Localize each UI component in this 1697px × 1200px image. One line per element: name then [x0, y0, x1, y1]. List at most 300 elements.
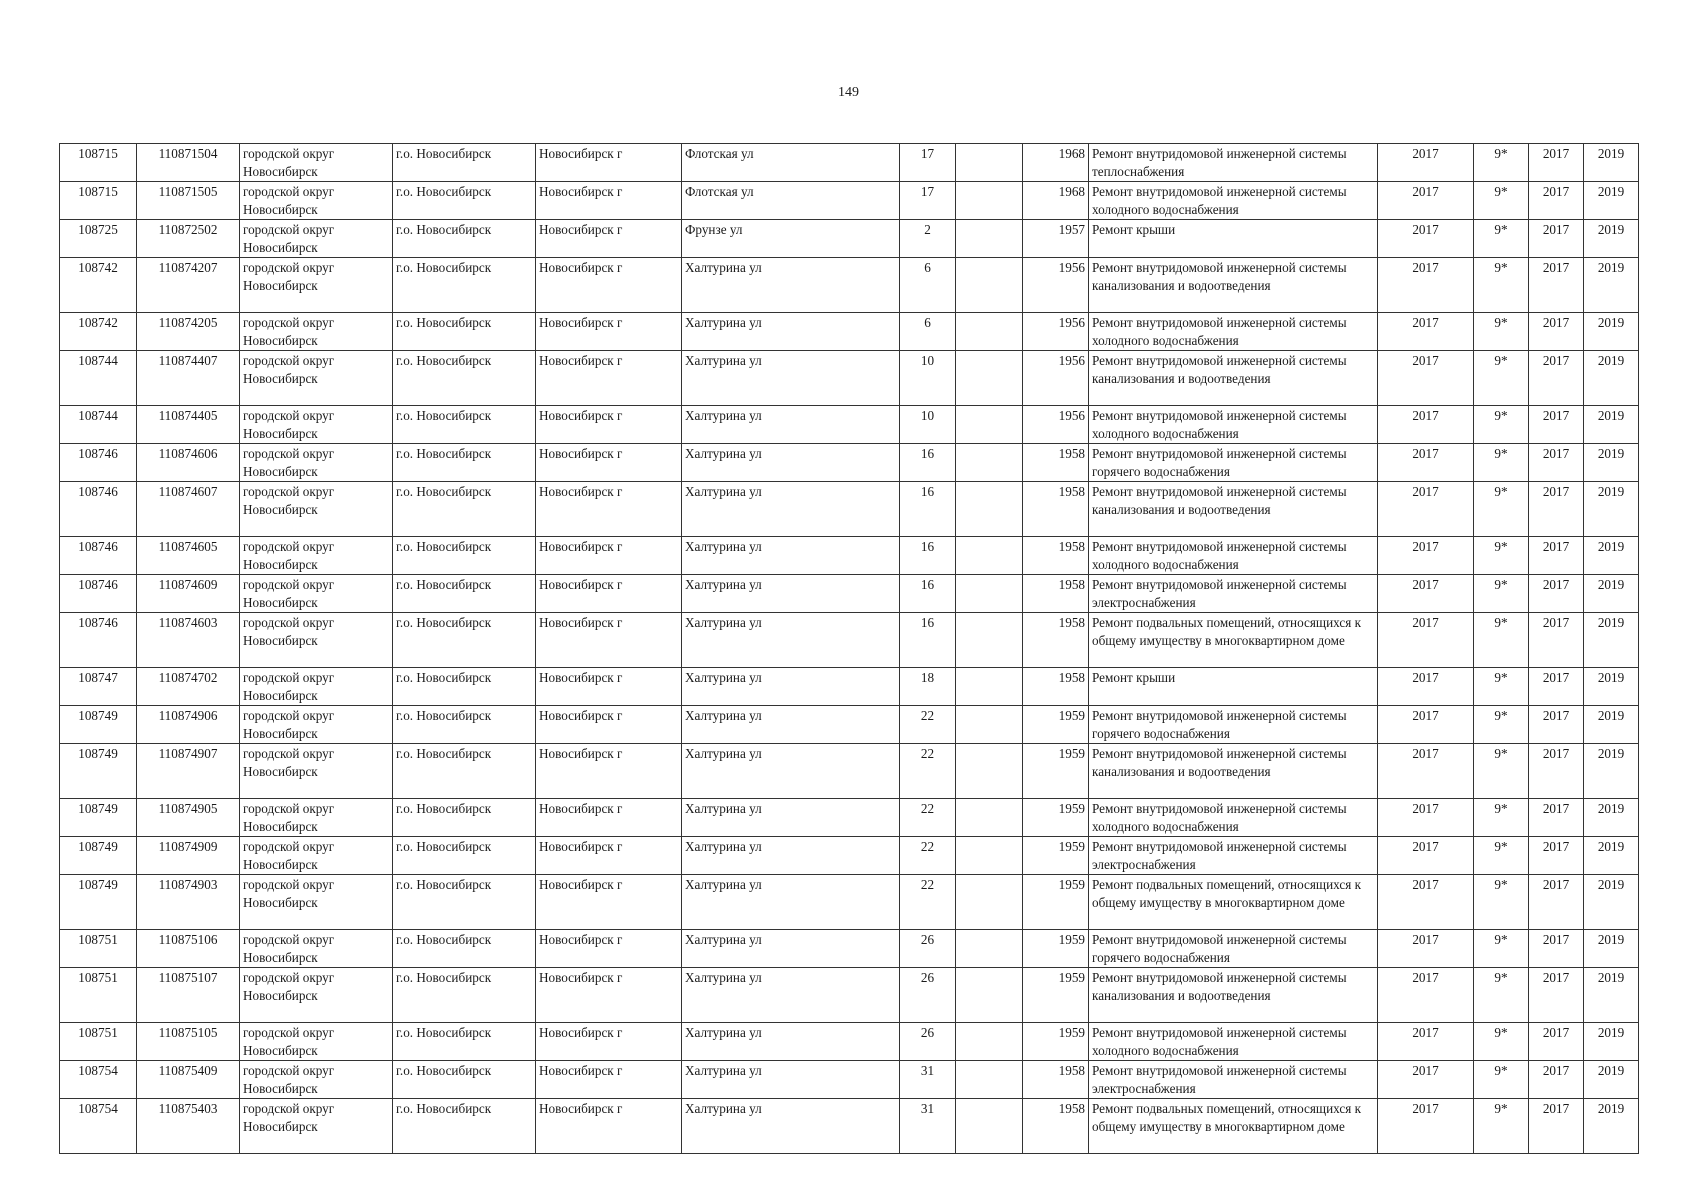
cell-floors: 9*	[1474, 537, 1529, 575]
cell-building	[956, 668, 1023, 706]
cell-floors: 9*	[1474, 744, 1529, 799]
cell-district: городской округ Новосибирск	[240, 1023, 393, 1061]
cell-year-built: 1958	[1023, 1061, 1089, 1099]
cell-district: городской округ Новосибирск	[240, 444, 393, 482]
cell-building	[956, 930, 1023, 968]
cell-id: 108746	[60, 575, 137, 613]
cell-end-year: 2019	[1584, 1061, 1639, 1099]
table-row	[60, 706, 1639, 744]
cell-code: 110874603	[137, 613, 240, 668]
cell-year-built: 1959	[1023, 706, 1089, 744]
cell-work-type: Ремонт внутридомовой инженерной системы холодного водоснабжения	[1089, 406, 1378, 444]
cell-plan-year: 2017	[1378, 668, 1474, 706]
cell-id: 108715	[60, 182, 137, 220]
cell-district: городской округ Новосибирск	[240, 144, 393, 182]
cell-plan-year: 2017	[1378, 537, 1474, 575]
cell-street: Халтурина ул	[682, 1099, 900, 1154]
cell-building	[956, 837, 1023, 875]
cell-house: 16	[900, 444, 956, 482]
cell-end-year: 2019	[1584, 220, 1639, 258]
cell-start-year: 2017	[1529, 1099, 1584, 1154]
cell-plan-year: 2017	[1378, 482, 1474, 537]
cell-city: Новосибирск г	[536, 313, 682, 351]
table-row	[60, 930, 1639, 968]
cell-floors: 9*	[1474, 613, 1529, 668]
cell-house: 16	[900, 537, 956, 575]
cell-code: 110871505	[137, 182, 240, 220]
cell-work-type: Ремонт внутридомовой инженерной системы холодного водоснабжения	[1089, 1023, 1378, 1061]
cell-street: Халтурина ул	[682, 258, 900, 313]
table-row	[60, 220, 1639, 258]
cell-start-year: 2017	[1529, 351, 1584, 406]
cell-street: Халтурина ул	[682, 837, 900, 875]
cell-year-built: 1959	[1023, 930, 1089, 968]
cell-city: Новосибирск г	[536, 706, 682, 744]
cell-city: Новосибирск г	[536, 220, 682, 258]
table-row	[60, 1099, 1639, 1154]
cell-street: Фрунзе ул	[682, 220, 900, 258]
cell-house: 17	[900, 182, 956, 220]
cell-start-year: 2017	[1529, 258, 1584, 313]
cell-code: 110875107	[137, 968, 240, 1023]
cell-floors: 9*	[1474, 482, 1529, 537]
cell-floors: 9*	[1474, 144, 1529, 182]
cell-street: Халтурина ул	[682, 1023, 900, 1061]
cell-city: Новосибирск г	[536, 875, 682, 930]
cell-floors: 9*	[1474, 313, 1529, 351]
cell-street: Халтурина ул	[682, 613, 900, 668]
page-number: 149	[838, 85, 859, 100]
cell-street: Халтурина ул	[682, 1061, 900, 1099]
cell-start-year: 2017	[1529, 144, 1584, 182]
cell-house: 6	[900, 258, 956, 313]
cell-district: городской округ Новосибирск	[240, 220, 393, 258]
cell-work-type: Ремонт крыши	[1089, 220, 1378, 258]
cell-city: Новосибирск г	[536, 182, 682, 220]
cell-house: 31	[900, 1061, 956, 1099]
cell-end-year: 2019	[1584, 258, 1639, 313]
cell-city: Новосибирск г	[536, 799, 682, 837]
cell-district: городской округ Новосибирск	[240, 258, 393, 313]
cell-start-year: 2017	[1529, 1023, 1584, 1061]
cell-year-built: 1959	[1023, 1023, 1089, 1061]
table-row	[60, 444, 1639, 482]
cell-year-built: 1958	[1023, 668, 1089, 706]
table-row	[60, 968, 1639, 1023]
cell-id: 108749	[60, 706, 137, 744]
cell-street: Халтурина ул	[682, 875, 900, 930]
cell-building	[956, 406, 1023, 444]
cell-code: 110874207	[137, 258, 240, 313]
cell-building	[956, 706, 1023, 744]
cell-code: 110875106	[137, 930, 240, 968]
cell-work-type: Ремонт внутридомовой инженерной системы холодного водоснабжения	[1089, 313, 1378, 351]
cell-floors: 9*	[1474, 1061, 1529, 1099]
cell-work-type: Ремонт внутридомовой инженерной системы электроснабжения	[1089, 837, 1378, 875]
cell-start-year: 2017	[1529, 744, 1584, 799]
cell-house: 22	[900, 837, 956, 875]
cell-street: Халтурина ул	[682, 968, 900, 1023]
cell-end-year: 2019	[1584, 706, 1639, 744]
cell-end-year: 2019	[1584, 482, 1639, 537]
cell-floors: 9*	[1474, 220, 1529, 258]
cell-plan-year: 2017	[1378, 1099, 1474, 1154]
cell-street: Флотская ул	[682, 182, 900, 220]
cell-district: городской округ Новосибирск	[240, 799, 393, 837]
cell-city: Новосибирск г	[536, 351, 682, 406]
cell-floors: 9*	[1474, 668, 1529, 706]
cell-start-year: 2017	[1529, 1061, 1584, 1099]
cell-year-built: 1956	[1023, 313, 1089, 351]
cell-building	[956, 575, 1023, 613]
cell-municipality: г.о. Новосибирск	[393, 613, 536, 668]
cell-id: 108751	[60, 930, 137, 968]
cell-municipality: г.о. Новосибирск	[393, 406, 536, 444]
cell-floors: 9*	[1474, 837, 1529, 875]
cell-building	[956, 144, 1023, 182]
cell-start-year: 2017	[1529, 837, 1584, 875]
cell-municipality: г.о. Новосибирск	[393, 482, 536, 537]
cell-municipality: г.о. Новосибирск	[393, 575, 536, 613]
cell-year-built: 1959	[1023, 968, 1089, 1023]
cell-work-type: Ремонт внутридомовой инженерной системы теплоснабжения	[1089, 144, 1378, 182]
table-row	[60, 799, 1639, 837]
cell-id: 108746	[60, 444, 137, 482]
cell-city: Новосибирск г	[536, 744, 682, 799]
cell-code: 110874605	[137, 537, 240, 575]
cell-city: Новосибирск г	[536, 258, 682, 313]
cell-district: городской округ Новосибирск	[240, 182, 393, 220]
cell-code: 110874405	[137, 406, 240, 444]
cell-start-year: 2017	[1529, 930, 1584, 968]
table-row	[60, 406, 1639, 444]
cell-work-type: Ремонт внутридомовой инженерной системы холодного водоснабжения	[1089, 182, 1378, 220]
cell-id: 108744	[60, 406, 137, 444]
cell-city: Новосибирск г	[536, 144, 682, 182]
cell-house: 26	[900, 930, 956, 968]
cell-floors: 9*	[1474, 182, 1529, 220]
cell-district: городской округ Новосибирск	[240, 837, 393, 875]
cell-year-built: 1956	[1023, 258, 1089, 313]
cell-start-year: 2017	[1529, 182, 1584, 220]
cell-year-built: 1958	[1023, 482, 1089, 537]
cell-year-built: 1959	[1023, 837, 1089, 875]
table-row	[60, 182, 1639, 220]
cell-start-year: 2017	[1529, 482, 1584, 537]
cell-id: 108715	[60, 144, 137, 182]
table-row	[60, 575, 1639, 613]
cell-plan-year: 2017	[1378, 220, 1474, 258]
cell-work-type: Ремонт внутридомовой инженерной системы канализования и водоотведения	[1089, 968, 1378, 1023]
cell-municipality: г.о. Новосибирск	[393, 313, 536, 351]
cell-district: городской округ Новосибирск	[240, 1061, 393, 1099]
cell-year-built: 1958	[1023, 1099, 1089, 1154]
cell-end-year: 2019	[1584, 930, 1639, 968]
cell-municipality: г.о. Новосибирск	[393, 799, 536, 837]
cell-start-year: 2017	[1529, 875, 1584, 930]
cell-municipality: г.о. Новосибирск	[393, 930, 536, 968]
cell-id: 108754	[60, 1099, 137, 1154]
cell-code: 110874407	[137, 351, 240, 406]
cell-street: Халтурина ул	[682, 930, 900, 968]
cell-house: 16	[900, 575, 956, 613]
cell-plan-year: 2017	[1378, 258, 1474, 313]
cell-municipality: г.о. Новосибирск	[393, 144, 536, 182]
cell-street: Халтурина ул	[682, 799, 900, 837]
table-row	[60, 258, 1639, 313]
cell-work-type: Ремонт внутридомовой инженерной системы электроснабжения	[1089, 1061, 1378, 1099]
cell-plan-year: 2017	[1378, 444, 1474, 482]
cell-house: 18	[900, 668, 956, 706]
cell-plan-year: 2017	[1378, 182, 1474, 220]
cell-city: Новосибирск г	[536, 930, 682, 968]
cell-start-year: 2017	[1529, 406, 1584, 444]
cell-plan-year: 2017	[1378, 930, 1474, 968]
cell-municipality: г.о. Новосибирск	[393, 837, 536, 875]
cell-code: 110872502	[137, 220, 240, 258]
cell-plan-year: 2017	[1378, 706, 1474, 744]
cell-code: 110875409	[137, 1061, 240, 1099]
cell-district: городской округ Новосибирск	[240, 575, 393, 613]
cell-municipality: г.о. Новосибирск	[393, 968, 536, 1023]
cell-city: Новосибирск г	[536, 1061, 682, 1099]
cell-code: 110874909	[137, 837, 240, 875]
cell-year-built: 1958	[1023, 537, 1089, 575]
cell-floors: 9*	[1474, 930, 1529, 968]
cell-city: Новосибирск г	[536, 575, 682, 613]
cell-year-built: 1956	[1023, 406, 1089, 444]
cell-id: 108725	[60, 220, 137, 258]
cell-end-year: 2019	[1584, 351, 1639, 406]
cell-city: Новосибирск г	[536, 537, 682, 575]
cell-plan-year: 2017	[1378, 799, 1474, 837]
cell-work-type: Ремонт подвальных помещений, относящихся к общему имуществу в многоквартирном доме	[1089, 875, 1378, 930]
table-row	[60, 668, 1639, 706]
cell-city: Новосибирск г	[536, 613, 682, 668]
cell-building	[956, 1061, 1023, 1099]
cell-district: городской округ Новосибирск	[240, 1099, 393, 1154]
cell-building	[956, 258, 1023, 313]
cell-work-type: Ремонт подвальных помещений, относящихся к общему имуществу в многоквартирном доме	[1089, 1099, 1378, 1154]
cell-year-built: 1968	[1023, 144, 1089, 182]
cell-code: 110874205	[137, 313, 240, 351]
cell-year-built: 1957	[1023, 220, 1089, 258]
cell-street: Халтурина ул	[682, 482, 900, 537]
cell-work-type: Ремонт внутридомовой инженерной системы канализования и водоотведения	[1089, 258, 1378, 313]
cell-house: 10	[900, 351, 956, 406]
cell-city: Новосибирск г	[536, 1099, 682, 1154]
cell-floors: 9*	[1474, 575, 1529, 613]
cell-work-type: Ремонт внутридомовой инженерной системы канализования и водоотведения	[1089, 482, 1378, 537]
cell-work-type: Ремонт внутридомовой инженерной системы канализования и водоотведения	[1089, 744, 1378, 799]
cell-floors: 9*	[1474, 1023, 1529, 1061]
cell-plan-year: 2017	[1378, 875, 1474, 930]
cell-work-type: Ремонт внутридомовой инженерной системы горячего водоснабжения	[1089, 930, 1378, 968]
cell-work-type: Ремонт внутридомовой инженерной системы электроснабжения	[1089, 575, 1378, 613]
cell-id: 108749	[60, 837, 137, 875]
table-row	[60, 613, 1639, 668]
cell-building	[956, 744, 1023, 799]
cell-year-built: 1958	[1023, 444, 1089, 482]
cell-start-year: 2017	[1529, 313, 1584, 351]
cell-house: 31	[900, 1099, 956, 1154]
cell-street: Халтурина ул	[682, 744, 900, 799]
cell-end-year: 2019	[1584, 575, 1639, 613]
cell-year-built: 1959	[1023, 875, 1089, 930]
cell-municipality: г.о. Новосибирск	[393, 706, 536, 744]
cell-building	[956, 537, 1023, 575]
cell-city: Новосибирск г	[536, 968, 682, 1023]
cell-district: городской округ Новосибирск	[240, 668, 393, 706]
cell-street: Халтурина ул	[682, 351, 900, 406]
table-row	[60, 1023, 1639, 1061]
cell-municipality: г.о. Новосибирск	[393, 744, 536, 799]
cell-street: Халтурина ул	[682, 406, 900, 444]
cell-plan-year: 2017	[1378, 968, 1474, 1023]
cell-work-type: Ремонт внутридомовой инженерной системы холодного водоснабжения	[1089, 537, 1378, 575]
registry-table-body	[60, 144, 1639, 1154]
cell-start-year: 2017	[1529, 537, 1584, 575]
cell-start-year: 2017	[1529, 220, 1584, 258]
cell-building	[956, 1099, 1023, 1154]
cell-code: 110875105	[137, 1023, 240, 1061]
cell-id: 108747	[60, 668, 137, 706]
cell-plan-year: 2017	[1378, 406, 1474, 444]
cell-city: Новосибирск г	[536, 1023, 682, 1061]
cell-street: Халтурина ул	[682, 575, 900, 613]
table-row	[60, 351, 1639, 406]
cell-floors: 9*	[1474, 1099, 1529, 1154]
cell-district: городской округ Новосибирск	[240, 706, 393, 744]
cell-street: Халтурина ул	[682, 537, 900, 575]
cell-start-year: 2017	[1529, 706, 1584, 744]
cell-end-year: 2019	[1584, 1099, 1639, 1154]
cell-id: 108749	[60, 875, 137, 930]
cell-building	[956, 182, 1023, 220]
cell-floors: 9*	[1474, 444, 1529, 482]
cell-floors: 9*	[1474, 706, 1529, 744]
cell-end-year: 2019	[1584, 668, 1639, 706]
cell-start-year: 2017	[1529, 968, 1584, 1023]
cell-work-type: Ремонт крыши	[1089, 668, 1378, 706]
cell-code: 110874606	[137, 444, 240, 482]
cell-end-year: 2019	[1584, 744, 1639, 799]
cell-street: Халтурина ул	[682, 444, 900, 482]
cell-code: 110874907	[137, 744, 240, 799]
cell-code: 110874609	[137, 575, 240, 613]
cell-end-year: 2019	[1584, 144, 1639, 182]
cell-house: 10	[900, 406, 956, 444]
cell-municipality: г.о. Новосибирск	[393, 1099, 536, 1154]
cell-building	[956, 220, 1023, 258]
cell-city: Новосибирск г	[536, 668, 682, 706]
cell-end-year: 2019	[1584, 968, 1639, 1023]
cell-end-year: 2019	[1584, 875, 1639, 930]
registry-table	[59, 143, 1639, 1154]
cell-start-year: 2017	[1529, 444, 1584, 482]
cell-code: 110874607	[137, 482, 240, 537]
cell-id: 108746	[60, 613, 137, 668]
cell-year-built: 1958	[1023, 575, 1089, 613]
cell-district: городской округ Новосибирск	[240, 744, 393, 799]
cell-year-built: 1968	[1023, 182, 1089, 220]
cell-building	[956, 968, 1023, 1023]
cell-end-year: 2019	[1584, 1023, 1639, 1061]
cell-floors: 9*	[1474, 406, 1529, 444]
cell-id: 108749	[60, 799, 137, 837]
cell-id: 108746	[60, 482, 137, 537]
table-row	[60, 537, 1639, 575]
cell-end-year: 2019	[1584, 799, 1639, 837]
cell-id: 108751	[60, 1023, 137, 1061]
cell-plan-year: 2017	[1378, 1061, 1474, 1099]
table-row	[60, 837, 1639, 875]
cell-municipality: г.о. Новосибирск	[393, 875, 536, 930]
cell-district: городской округ Новосибирск	[240, 351, 393, 406]
cell-end-year: 2019	[1584, 537, 1639, 575]
cell-plan-year: 2017	[1378, 613, 1474, 668]
cell-start-year: 2017	[1529, 799, 1584, 837]
cell-municipality: г.о. Новосибирск	[393, 537, 536, 575]
cell-floors: 9*	[1474, 799, 1529, 837]
cell-code: 110875403	[137, 1099, 240, 1154]
cell-code: 110874702	[137, 668, 240, 706]
cell-end-year: 2019	[1584, 444, 1639, 482]
table-row	[60, 482, 1639, 537]
cell-id: 108742	[60, 313, 137, 351]
cell-floors: 9*	[1474, 258, 1529, 313]
cell-house: 17	[900, 144, 956, 182]
cell-year-built: 1959	[1023, 744, 1089, 799]
cell-floors: 9*	[1474, 968, 1529, 1023]
cell-end-year: 2019	[1584, 313, 1639, 351]
cell-year-built: 1956	[1023, 351, 1089, 406]
cell-municipality: г.о. Новосибирск	[393, 1023, 536, 1061]
cell-district: городской округ Новосибирск	[240, 875, 393, 930]
cell-house: 22	[900, 706, 956, 744]
cell-building	[956, 351, 1023, 406]
cell-city: Новосибирск г	[536, 482, 682, 537]
cell-district: городской округ Новосибирск	[240, 482, 393, 537]
cell-house: 22	[900, 875, 956, 930]
cell-district: городской округ Новосибирск	[240, 930, 393, 968]
cell-id: 108742	[60, 258, 137, 313]
cell-building	[956, 875, 1023, 930]
cell-id: 108751	[60, 968, 137, 1023]
cell-street: Халтурина ул	[682, 313, 900, 351]
cell-municipality: г.о. Новосибирск	[393, 182, 536, 220]
cell-house: 22	[900, 799, 956, 837]
cell-city: Новосибирск г	[536, 406, 682, 444]
cell-end-year: 2019	[1584, 406, 1639, 444]
cell-code: 110871504	[137, 144, 240, 182]
cell-house: 16	[900, 482, 956, 537]
cell-end-year: 2019	[1584, 613, 1639, 668]
cell-id: 108754	[60, 1061, 137, 1099]
cell-building	[956, 799, 1023, 837]
cell-house: 26	[900, 1023, 956, 1061]
cell-plan-year: 2017	[1378, 744, 1474, 799]
cell-district: городской округ Новосибирск	[240, 537, 393, 575]
cell-start-year: 2017	[1529, 668, 1584, 706]
cell-city: Новосибирск г	[536, 837, 682, 875]
cell-district: городской округ Новосибирск	[240, 406, 393, 444]
table-row	[60, 313, 1639, 351]
cell-work-type: Ремонт внутридомовой инженерной системы горячего водоснабжения	[1089, 444, 1378, 482]
cell-id: 108749	[60, 744, 137, 799]
cell-building	[956, 482, 1023, 537]
cell-house: 6	[900, 313, 956, 351]
